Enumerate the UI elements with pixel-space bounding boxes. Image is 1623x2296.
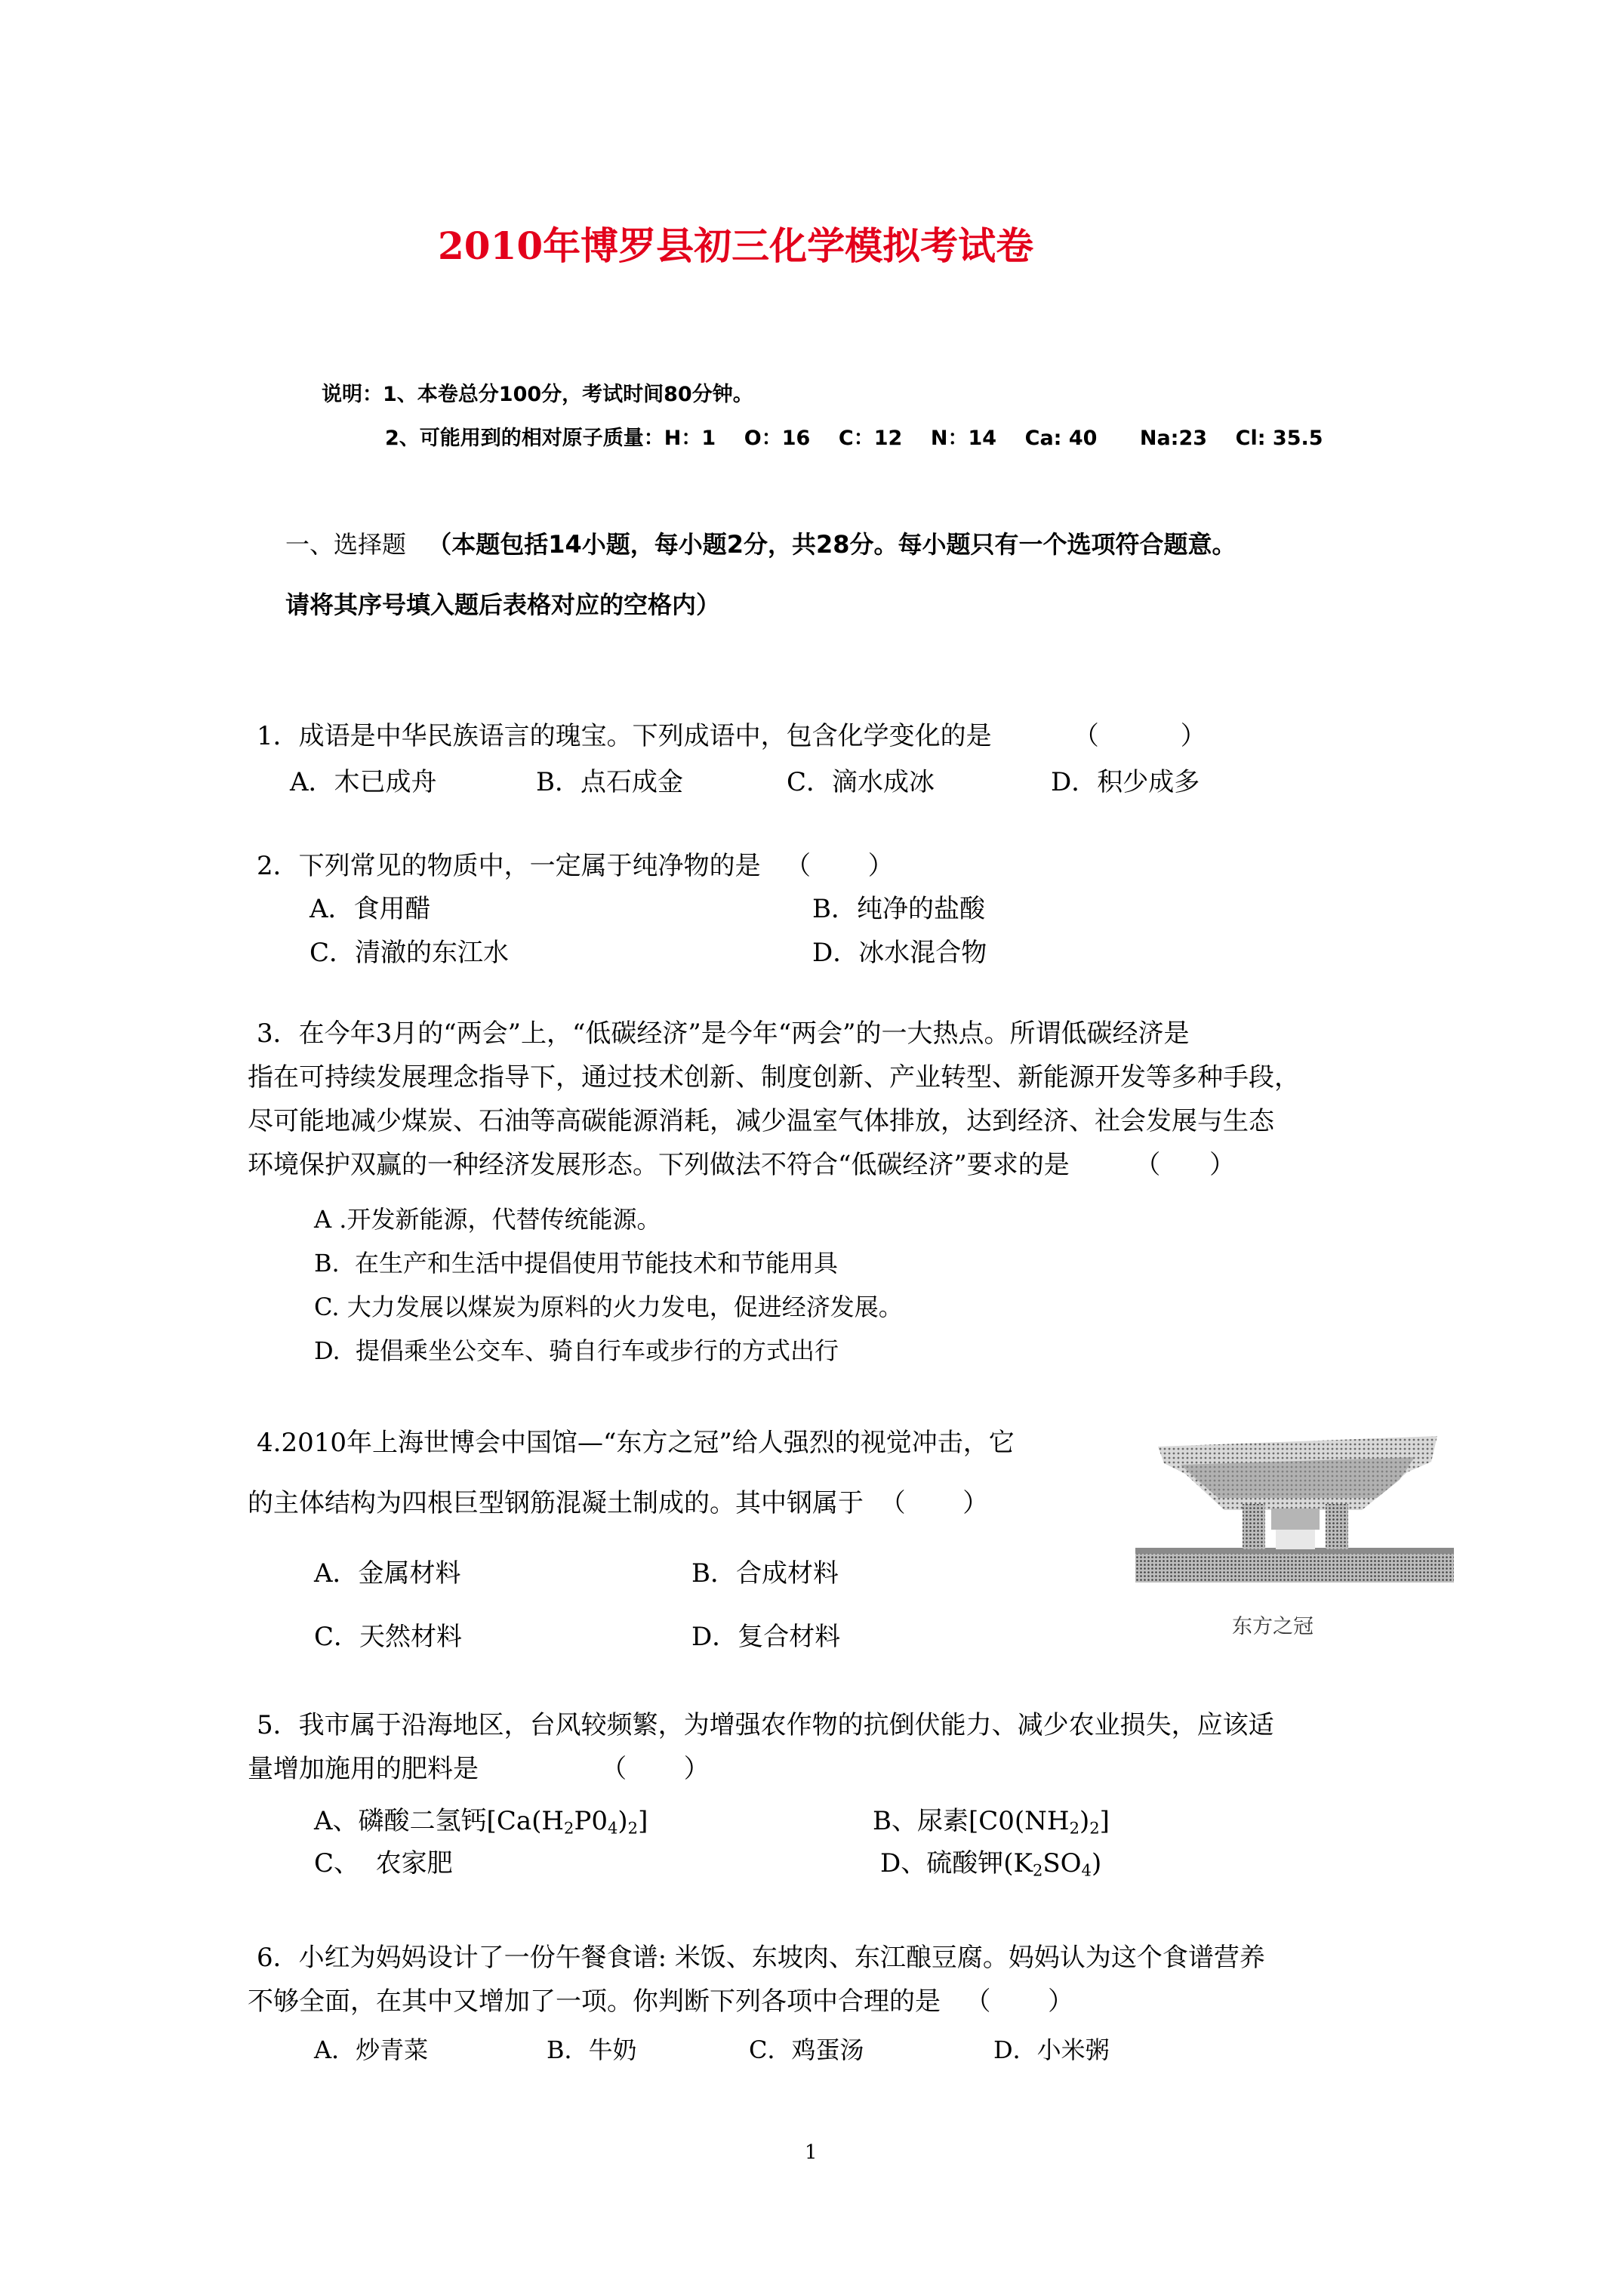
question-3-stem-4: 环境保护双赢的一种经济发展形态。下列做法不符合“低碳经济”要求的是 （ ） [248, 1150, 1236, 1180]
q5-a-text-4: ] [638, 1806, 648, 1836]
q5-a-text-2: P0 [574, 1806, 608, 1836]
page-title: 2010年博罗县初三化学模拟考试卷 [438, 223, 1034, 268]
q6-option-a: A．炒青菜 [314, 2036, 429, 2064]
q2-option-c: C．清澈的东江水 [310, 938, 510, 968]
q6-option-c: C．鸡蛋汤 [749, 2036, 864, 2064]
q5-option-c: C、 农家肥 [314, 1848, 453, 1878]
section-heading [285, 525, 1236, 560]
q2-option-b: B．纯净的盐酸 [812, 894, 985, 924]
q5-a-sub-1: 2 [564, 1818, 574, 1838]
question-6-stem-1: 6．小红为妈妈设计了一份午餐食谱: 米饭、东坡肉、东江酿豆腐。妈妈认为这个食谱营养 [257, 1943, 1265, 1973]
q3-option-d: D. 提倡乘坐公交车、骑自行车或步行的方式出行 [314, 1336, 839, 1365]
q5-b-sub-1: 2 [1069, 1818, 1079, 1838]
question-3-stem-2: 指在可持续发展理念指导下，通过技术创新、制度创新、产业转型、新能源开发等多种手段， [248, 1062, 1300, 1093]
section-desc-block [285, 586, 720, 621]
question-5-stem-1: 5．我市属于沿海地区，台风较频繁，为增强农作物的抗倒伏能力、减少农业损失，应该适 [257, 1710, 1274, 1740]
q4-option-a: A．金属材料 [314, 1558, 461, 1589]
q5-option-b-text: B、尿素[C0(NH [873, 1806, 1070, 1836]
q5-option-b [873, 1800, 1110, 1837]
q1-option-c: C．滴水成冰 [787, 767, 935, 797]
q1-option-a: A．木已成舟 [290, 767, 437, 797]
q3-option-c: C. 大力发展以煤炭为原料的火力发电，促进经济发展。 [314, 1293, 903, 1321]
instructions-line-2: 2、可能用到的相对原子质量：H：1 O：16 C：12 N：14 Ca: 40 Na:23 Cl: 35.5 [385, 427, 1323, 450]
question-4-stem-2: 的主体结构为四根巨型钢筋混凝土制成的。其中钢属于 （ ） [248, 1488, 989, 1518]
china-pavilion-image [1135, 1419, 1454, 1587]
q3-option-b: B. 在生产和生活中提倡使用节能技术和节能用具 [314, 1249, 839, 1277]
question-5-stem-2: 量增加施用的肥料是 （ ） [248, 1754, 710, 1784]
q5-option-a [314, 1800, 648, 1837]
q5-b-text-3: ] [1099, 1806, 1110, 1836]
question-3-stem-1: 3．在今年3月的“两会”上，“低碳经济”是今年“两会”的一大热点。所谓低碳经济是 [257, 1019, 1190, 1049]
q5-a-text-3: ) [617, 1806, 628, 1836]
q6-option-b: B．牛奶 [547, 2036, 637, 2064]
q5-b-text-2: ) [1079, 1806, 1090, 1836]
q5-a-sub-3: 2 [627, 1818, 639, 1838]
q4-option-b: B．合成材料 [691, 1558, 839, 1589]
q5-d-sub-2: 4 [1081, 1860, 1092, 1880]
q5-b-sub-2: 2 [1089, 1818, 1100, 1838]
question-6-stem-2: 不够全面，在其中又增加了一项。你判断下列各项中合理的是 （ ） [248, 1986, 1074, 2017]
q5-option-d [880, 1842, 1101, 1879]
q5-option-d-text: D、硫酸钾(K [880, 1848, 1033, 1878]
q4-option-d: D．复合材料 [691, 1622, 841, 1652]
instructions-line-1: 说明：1、本卷总分100分，考试时间80分钟。 [322, 383, 753, 406]
q3-option-a: A .开发新能源，代替传统能源。 [314, 1205, 661, 1234]
page-number: 1 [805, 2141, 818, 2164]
q4-option-c: C．天然材料 [314, 1622, 463, 1652]
question-3-stem-3: 尽可能地减少煤炭、石油等高碳能源消耗，减少温室气体排放，达到经济、社会发展与生态 [248, 1106, 1274, 1136]
q1-option-b: B．点石成金 [536, 767, 683, 797]
q6-option-d: D．小米粥 [993, 2036, 1110, 2064]
q5-d-sub-1: 2 [1032, 1860, 1043, 1880]
q5-option-a-text: A、磷酸二氢钙[Ca(H [314, 1806, 565, 1836]
q2-option-a: A．食用醋 [310, 894, 431, 924]
question-4-stem-1: 4.2010年上海世博会中国馆—“东方之冠”给人强烈的视觉冲击，它 [257, 1428, 1015, 1458]
q5-d-text-2: SO [1042, 1848, 1082, 1878]
question-1-stem: 1．成语是中华民族语言的瑰宝。下列成语中，包含化学变化的是 （ ） [257, 721, 1206, 751]
q5-a-sub-2: 4 [607, 1818, 618, 1838]
q5-d-text-3: ) [1091, 1848, 1102, 1878]
question-2-stem: 2．下列常见的物质中，一定属于纯净物的是 （ ） [257, 851, 894, 881]
q1-option-d: D．积少成多 [1051, 767, 1200, 797]
q2-option-d: D．冰水混合物 [812, 938, 987, 968]
section-desc-2: 请将其序号填入题后表格对应的空格内） [285, 590, 721, 619]
figure-caption: 东方之冠 [1232, 1615, 1313, 1638]
section-title: 一、选择题 [285, 530, 407, 559]
section-desc-1: （本题包括14小题，每小题2分，共28分。每小题只有一个选项符合题意。 [427, 530, 1236, 559]
